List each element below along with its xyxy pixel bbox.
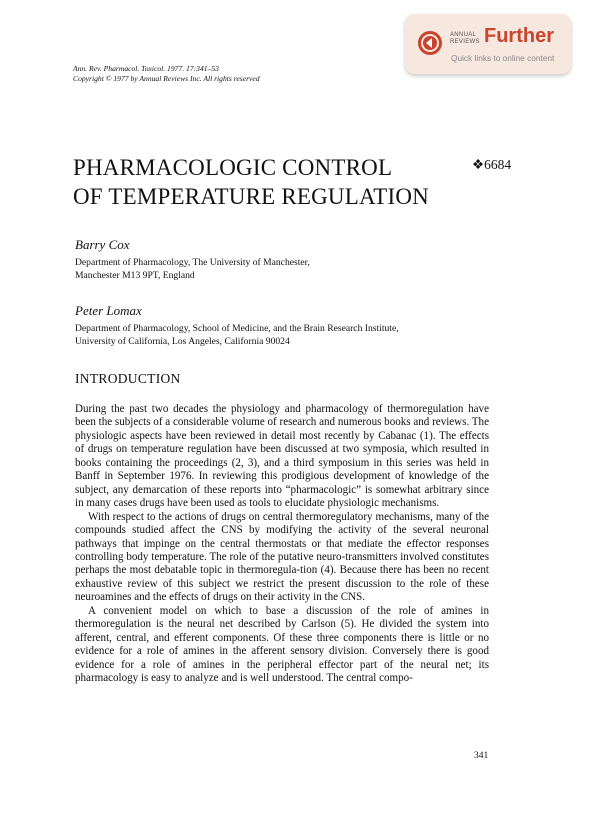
section-heading: INTRODUCTION [75,371,181,386]
paragraph: During the past two decades the physiology and pharmacology of thermoregulation have been the subjects of a considerable volume of research and numerous books and reviews. The physiologic aspects have been reviewed in detail most recently by Cabanac (1). The effects of drugs on temperature regulation have been discussed at two symposia, which resulted in books containing the proceedings (2, 3), and a third symposium in this series was held in Banff in September 1976. In reviewing this prodigious development of knowledge of the subject, any demarcation of these reports into “pharmacologic” is somewhat arbitrary since in many cases drugs have been used as tools to elucidate physiologic mechanisms. [75,403,489,510]
article-code: ❖6684 [472,157,512,172]
author-name: Peter Lomax [75,303,142,318]
banner-brand-line-2: REVIEWS [450,39,480,45]
banner-subtitle: Quick links to online content [451,53,555,63]
citation-line-1: Ann. Rev. Pharmacol. Toxicol. 1977. 17:341–53 [73,64,219,73]
author-affiliation [75,256,515,282]
body-text [75,403,489,686]
banner-brand-small [450,32,480,46]
article-title-line-2: OF TEMPERATURE REGULATION [73,184,429,209]
further-banner[interactable] [405,14,571,74]
citation [73,64,260,84]
article-title [73,153,429,211]
affiliation-line-2: University of California, Los Angeles, California 90024 [75,336,290,347]
paragraph: A convenient model on which to base a discussion of the role of amines in thermoregulation is the neural net described by Carlson (5). He divided the system into afferent, central, and efferent components. Of these three components there is little or no evidence for a role of amines in the afferent sensory division. Conversely there is good evidence for a role of amines in the peripheral effector part of the neural net; its pharmacology is easy to analyze and is well understood. The central compo- [75,604,489,685]
page-number: 341 [474,751,489,761]
annual-reviews-logo-icon [417,30,443,56]
banner-brand-line-1: ANNUAL [450,32,477,38]
article-title-line-1: PHARMACOLOGIC CONTROL [73,155,393,180]
author-name: Barry Cox [75,237,130,252]
affiliation-line-1: Department of Pharmacology, School of Medicine, and the Brain Research Institute, [75,323,399,334]
author-affiliation [75,322,515,348]
paragraph: With respect to the actions of drugs on central thermoregulatory mechanisms, many of the compounds studied affect the CNS by modifying the activity of the several neuronal pathways that impinge on the central thermostats or that mediate the effector responses controlling body temperature. The role of the putative neuro-transmitters involved constitutes perhaps the most debatable topic in thermoregula-tion (4). Because there has been no recent exhaustive review of this subject we restrict the present discussion to the role of these neuroamines and the effects of drugs on their activity in the CNS. [75,510,489,604]
affiliation-line-1: Department of Pharmacology, The University of Manchester, [75,257,310,268]
citation-line-2: Copyright © 1977 by Annual Reviews Inc. All rights reserved [73,74,260,83]
banner-further-label: Further [484,25,554,47]
affiliation-line-2: Manchester M13 9PT, England [75,270,195,281]
